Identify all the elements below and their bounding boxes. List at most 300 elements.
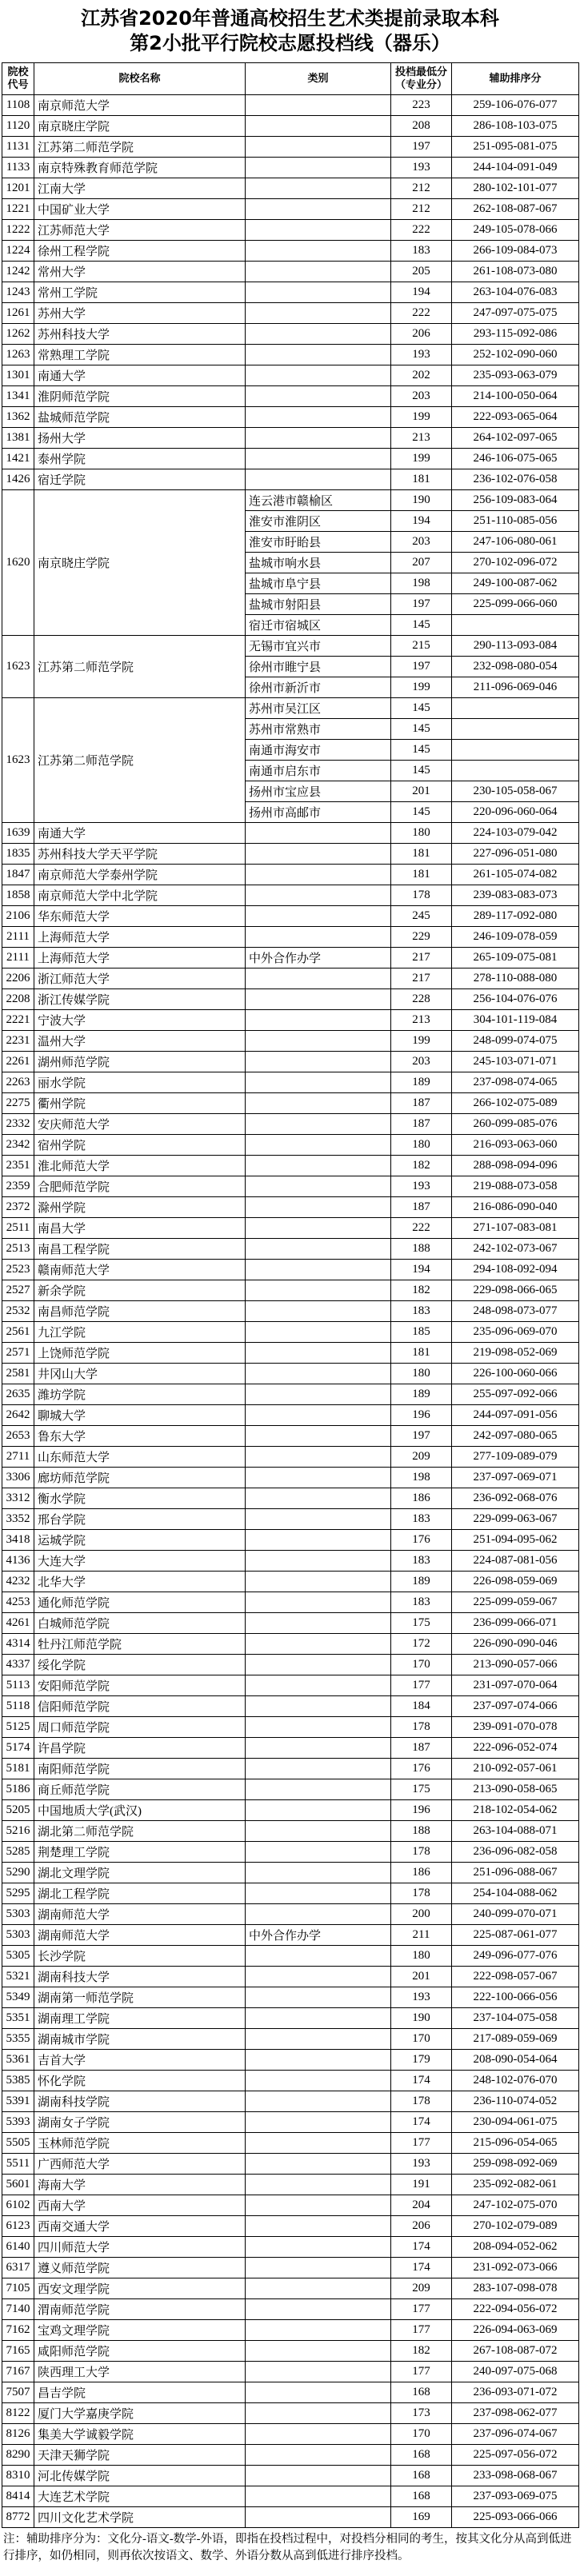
category bbox=[246, 1717, 391, 1738]
school-code: 5393 bbox=[2, 2112, 34, 2133]
min-score: 183 bbox=[391, 1551, 452, 1572]
aux-sort-score: 264-102-097-065 bbox=[452, 428, 579, 449]
category bbox=[246, 1239, 391, 1260]
min-score: 199 bbox=[391, 677, 452, 698]
category: 盐城市射阳县 bbox=[246, 594, 391, 615]
category bbox=[246, 1821, 391, 1842]
aux-sort-score: 277-109-089-079 bbox=[452, 1447, 579, 1468]
school-code: 2263 bbox=[2, 1072, 34, 1093]
min-score: 205 bbox=[391, 262, 452, 282]
aux-sort-score: 222-100-066-056 bbox=[452, 1987, 579, 2008]
min-score: 189 bbox=[391, 1072, 452, 1093]
min-score: 217 bbox=[391, 968, 452, 989]
category bbox=[246, 365, 391, 386]
category: 徐州市新沂市 bbox=[246, 677, 391, 698]
school-name: 大连大学 bbox=[34, 1551, 246, 1572]
min-score: 222 bbox=[391, 1218, 452, 1239]
category bbox=[246, 2445, 391, 2466]
school-name: 温州大学 bbox=[34, 1031, 246, 1052]
aux-sort-score: 236-096-082-058 bbox=[452, 1842, 579, 1863]
category: 徐州市睢宁县 bbox=[246, 657, 391, 677]
school-code: 6140 bbox=[2, 2237, 34, 2258]
category bbox=[246, 865, 391, 885]
school-name: 厦门大学嘉庚学院 bbox=[34, 2403, 246, 2424]
min-score: 193 bbox=[391, 1176, 452, 1197]
aux-sort-score bbox=[452, 761, 579, 781]
school-code: 5321 bbox=[2, 1967, 34, 1987]
aux-sort-score: 249-100-087-062 bbox=[452, 573, 579, 594]
school-name: 丽水学院 bbox=[34, 1072, 246, 1093]
min-score: 207 bbox=[391, 553, 452, 573]
footnote: 注：辅助排序分为：文化分-语文-数学-外语，即指在投档过程中，对投档分相同的考生，按其文化分从高到低进行排序，如仍相同，则再依次按语文、数学、外语分数从高到低进行排序投档。 bbox=[3, 2533, 572, 2562]
aux-sort-score: 226-090-090-046 bbox=[452, 1634, 579, 1655]
aux-sort-score: 288-098-094-096 bbox=[452, 1156, 579, 1176]
category: 无锡市宜兴市 bbox=[246, 636, 391, 657]
aux-sort-score: 237-104-075-058 bbox=[452, 2008, 579, 2029]
aux-sort-score: 254-104-088-062 bbox=[452, 1883, 579, 1904]
aux-sort-score: 289-117-092-080 bbox=[452, 906, 579, 927]
aux-sort-score: 256-104-076-076 bbox=[452, 989, 579, 1010]
school-code: 5385 bbox=[2, 2071, 34, 2091]
school-name: 鲁东大学 bbox=[34, 1426, 246, 1447]
school-code: 2581 bbox=[2, 1364, 34, 1384]
category bbox=[246, 2258, 391, 2278]
school-code: 2561 bbox=[2, 1322, 34, 1343]
aux-sort-score: 216-086-090-040 bbox=[452, 1197, 579, 1218]
school-code: 5391 bbox=[2, 2091, 34, 2112]
school-code: 2111 bbox=[2, 927, 34, 948]
category bbox=[246, 1468, 391, 1488]
aux-sort-score: 259-106-076-077 bbox=[452, 95, 579, 116]
min-score: 190 bbox=[391, 2008, 452, 2029]
aux-sort-score: 290-113-093-084 bbox=[452, 636, 579, 657]
aux-sort-score: 226-098-059-069 bbox=[452, 1572, 579, 1592]
min-score: 211 bbox=[391, 1925, 452, 1946]
category bbox=[246, 1634, 391, 1655]
min-score: 200 bbox=[391, 1904, 452, 1925]
aux-sort-score: 239-083-083-073 bbox=[452, 885, 579, 906]
school-name: 湖南理工学院 bbox=[34, 2008, 246, 2029]
category bbox=[246, 1280, 391, 1301]
category bbox=[246, 2320, 391, 2341]
category bbox=[246, 1301, 391, 1322]
aux-sort-score: 222-098-057-067 bbox=[452, 1967, 579, 1987]
min-score: 215 bbox=[391, 636, 452, 657]
aux-sort-score: 270-102-079-089 bbox=[452, 2216, 579, 2237]
aux-sort-score: 242-102-073-067 bbox=[452, 1239, 579, 1260]
school-code: 8126 bbox=[2, 2424, 34, 2445]
min-score: 204 bbox=[391, 2195, 452, 2216]
aux-sort-score: 232-098-080-054 bbox=[452, 657, 579, 677]
category bbox=[246, 2424, 391, 2445]
category bbox=[246, 407, 391, 428]
category bbox=[246, 2050, 391, 2071]
school-code: 2571 bbox=[2, 1343, 34, 1364]
school-name: 苏州科技大学 bbox=[34, 324, 246, 345]
school-name: 西南大学 bbox=[34, 2195, 246, 2216]
school-code: 6102 bbox=[2, 2195, 34, 2216]
aux-sort-score: 208-094-052-062 bbox=[452, 2237, 579, 2258]
category bbox=[246, 2154, 391, 2175]
category bbox=[246, 262, 391, 282]
category: 盐城市响水县 bbox=[246, 553, 391, 573]
school-name: 山东师范大学 bbox=[34, 1447, 246, 1468]
category bbox=[246, 2237, 391, 2258]
school-code: 1362 bbox=[2, 407, 34, 428]
min-score: 168 bbox=[391, 2486, 452, 2507]
min-score: 187 bbox=[391, 1738, 452, 1759]
category bbox=[246, 199, 391, 220]
category bbox=[246, 2299, 391, 2320]
header-school-name bbox=[34, 63, 246, 95]
category bbox=[246, 844, 391, 865]
category bbox=[246, 1031, 391, 1052]
aux-sort-score: 252-102-090-060 bbox=[452, 345, 579, 365]
min-score: 196 bbox=[391, 1800, 452, 1821]
min-score: 198 bbox=[391, 1468, 452, 1488]
school-code: 2231 bbox=[2, 1031, 34, 1052]
category bbox=[246, 158, 391, 178]
min-score: 178 bbox=[391, 1717, 452, 1738]
min-score: 183 bbox=[391, 1509, 452, 1530]
category bbox=[246, 1696, 391, 1717]
aux-sort-score: 261-108-073-080 bbox=[452, 262, 579, 282]
school-name: 盐城师范学院 bbox=[34, 407, 246, 428]
aux-sort-score: 293-115-092-086 bbox=[452, 324, 579, 345]
school-code: 4136 bbox=[2, 1551, 34, 1572]
min-score: 197 bbox=[391, 594, 452, 615]
header-school-code-line-2: 代号 bbox=[7, 78, 29, 91]
min-score: 245 bbox=[391, 906, 452, 927]
category: 淮安市盱眙县 bbox=[246, 532, 391, 553]
school-name: 周口师范学院 bbox=[34, 1717, 246, 1738]
category bbox=[246, 1800, 391, 1821]
category bbox=[246, 1343, 391, 1364]
aux-sort-score: 229-099-063-067 bbox=[452, 1509, 579, 1530]
min-score: 178 bbox=[391, 885, 452, 906]
school-code: 1620 bbox=[2, 490, 34, 636]
min-score: 184 bbox=[391, 1696, 452, 1717]
aux-sort-score: 235-092-082-061 bbox=[452, 2175, 579, 2195]
category bbox=[246, 1655, 391, 1675]
school-name: 白城师范学院 bbox=[34, 1613, 246, 1634]
category bbox=[246, 1759, 391, 1779]
school-code: 6123 bbox=[2, 2216, 34, 2237]
school-name: 苏州科技大学天平学院 bbox=[34, 844, 246, 865]
aux-sort-score: 225-099-059-067 bbox=[452, 1592, 579, 1613]
aux-sort-score: 286-108-103-075 bbox=[452, 116, 579, 137]
school-name: 南京晓庄学院 bbox=[34, 490, 246, 636]
min-score: 212 bbox=[391, 199, 452, 220]
aux-sort-score: 210-092-057-061 bbox=[452, 1759, 579, 1779]
category: 南通市启东市 bbox=[246, 761, 391, 781]
min-score: 145 bbox=[391, 740, 452, 761]
aux-sort-score: 283-107-098-078 bbox=[452, 2278, 579, 2299]
aux-sort-score: 244-104-091-049 bbox=[452, 158, 579, 178]
school-name: 陕西理工大学 bbox=[34, 2362, 246, 2382]
aux-sort-score: 263-104-076-083 bbox=[452, 282, 579, 303]
aux-sort-score bbox=[452, 740, 579, 761]
min-score: 181 bbox=[391, 865, 452, 885]
school-name: 湖南第一师范学院 bbox=[34, 1987, 246, 2008]
aux-sort-score bbox=[452, 698, 579, 719]
school-code: 1261 bbox=[2, 303, 34, 324]
school-code: 1224 bbox=[2, 241, 34, 262]
aux-sort-score: 239-091-070-078 bbox=[452, 1717, 579, 1738]
min-score: 208 bbox=[391, 116, 452, 137]
school-name: 牡丹江师范学院 bbox=[34, 1634, 246, 1655]
min-score: 168 bbox=[391, 2382, 452, 2403]
min-score: 145 bbox=[391, 802, 452, 823]
school-code: 1133 bbox=[2, 158, 34, 178]
min-score: 206 bbox=[391, 2216, 452, 2237]
min-score: 191 bbox=[391, 2175, 452, 2195]
min-score: 199 bbox=[391, 1031, 452, 1052]
school-code: 3352 bbox=[2, 1509, 34, 1530]
category bbox=[246, 927, 391, 948]
category bbox=[246, 1738, 391, 1759]
aux-sort-score: 226-100-060-066 bbox=[452, 1364, 579, 1384]
min-score: 173 bbox=[391, 2403, 452, 2424]
aux-sort-score: 226-094-063-069 bbox=[452, 2320, 579, 2341]
school-name: 咸阳师范学院 bbox=[34, 2341, 246, 2362]
aux-sort-score: 230-105-058-067 bbox=[452, 781, 579, 802]
category: 中外合作办学 bbox=[246, 1925, 391, 1946]
min-score: 202 bbox=[391, 365, 452, 386]
school-name: 泰州学院 bbox=[34, 449, 246, 469]
school-name: 江苏第二师范学院 bbox=[34, 137, 246, 158]
school-code: 1221 bbox=[2, 199, 34, 220]
school-code: 5216 bbox=[2, 1821, 34, 1842]
school-name: 上海师范大学 bbox=[34, 948, 246, 968]
aux-sort-score: 236-093-071-072 bbox=[452, 2382, 579, 2403]
category bbox=[246, 2216, 391, 2237]
aux-sort-score: 237-098-074-065 bbox=[452, 1072, 579, 1093]
category bbox=[246, 2133, 391, 2154]
category bbox=[246, 2071, 391, 2091]
aux-sort-score: 240-097-075-068 bbox=[452, 2362, 579, 2382]
aux-sort-score: 249-105-078-066 bbox=[452, 220, 579, 241]
category bbox=[246, 1946, 391, 1967]
school-code: 8310 bbox=[2, 2466, 34, 2486]
min-score: 193 bbox=[391, 1987, 452, 2008]
category bbox=[246, 1010, 391, 1031]
school-name: 南昌师范学院 bbox=[34, 1301, 246, 1322]
header-min-score bbox=[391, 63, 452, 95]
school-code: 5125 bbox=[2, 1717, 34, 1738]
aux-sort-score: 237-098-062-077 bbox=[452, 2403, 579, 2424]
aux-sort-score: 220-096-060-064 bbox=[452, 802, 579, 823]
aux-sort-score: 251-095-081-075 bbox=[452, 137, 579, 158]
aux-sort-score: 251-096-088-067 bbox=[452, 1863, 579, 1883]
min-score: 209 bbox=[391, 2278, 452, 2299]
min-score: 176 bbox=[391, 1530, 452, 1551]
min-score: 199 bbox=[391, 449, 452, 469]
min-score: 228 bbox=[391, 989, 452, 1010]
school-name: 常熟理工学院 bbox=[34, 345, 246, 365]
school-name: 衡水学院 bbox=[34, 1488, 246, 1509]
aux-sort-score: 267-108-087-072 bbox=[452, 2341, 579, 2362]
aux-sort-score: 248-099-074-075 bbox=[452, 1031, 579, 1052]
min-score: 177 bbox=[391, 1675, 452, 1696]
school-name: 宁波大学 bbox=[34, 1010, 246, 1031]
min-score: 197 bbox=[391, 1426, 452, 1447]
aux-sort-score: 263-104-088-071 bbox=[452, 1821, 579, 1842]
min-score: 145 bbox=[391, 615, 452, 636]
category bbox=[246, 968, 391, 989]
category bbox=[246, 1260, 391, 1280]
school-code: 1120 bbox=[2, 116, 34, 137]
min-score: 170 bbox=[391, 2029, 452, 2050]
aux-sort-score: 237-097-069-071 bbox=[452, 1468, 579, 1488]
category bbox=[246, 2195, 391, 2216]
min-score: 183 bbox=[391, 1301, 452, 1322]
school-code: 5511 bbox=[2, 2154, 34, 2175]
school-code: 2206 bbox=[2, 968, 34, 989]
min-score: 180 bbox=[391, 1135, 452, 1156]
min-score: 181 bbox=[391, 844, 452, 865]
min-score: 193 bbox=[391, 2154, 452, 2175]
school-code: 1835 bbox=[2, 844, 34, 865]
school-code: 1131 bbox=[2, 137, 34, 158]
school-code: 7162 bbox=[2, 2320, 34, 2341]
category bbox=[246, 1364, 391, 1384]
school-name: 赣南师范大学 bbox=[34, 1260, 246, 1280]
school-name: 宿迁学院 bbox=[34, 469, 246, 490]
school-code: 2511 bbox=[2, 1218, 34, 1239]
min-score: 176 bbox=[391, 1759, 452, 1779]
category bbox=[246, 220, 391, 241]
school-code: 2332 bbox=[2, 1114, 34, 1135]
min-score: 203 bbox=[391, 532, 452, 553]
school-name: 玉林师范学院 bbox=[34, 2133, 246, 2154]
school-code: 1623 bbox=[2, 636, 34, 698]
min-score: 169 bbox=[391, 2507, 452, 2528]
category bbox=[246, 1135, 391, 1156]
school-name: 吉首大学 bbox=[34, 2050, 246, 2071]
min-score: 177 bbox=[391, 2133, 452, 2154]
school-name: 集美大学诚毅学院 bbox=[34, 2424, 246, 2445]
school-name: 湖北第二师范学院 bbox=[34, 1821, 246, 1842]
aux-sort-score: 265-109-075-081 bbox=[452, 948, 579, 968]
aux-sort-score: 246-109-078-059 bbox=[452, 927, 579, 948]
school-code: 2359 bbox=[2, 1176, 34, 1197]
aux-sort-score: 242-097-080-065 bbox=[452, 1426, 579, 1447]
min-score: 222 bbox=[391, 303, 452, 324]
category bbox=[246, 2362, 391, 2382]
school-name: 宿州学院 bbox=[34, 1135, 246, 1156]
aux-sort-score bbox=[452, 719, 579, 740]
min-score: 145 bbox=[391, 719, 452, 740]
min-score: 174 bbox=[391, 2112, 452, 2133]
school-code: 2111 bbox=[2, 948, 34, 968]
document-title bbox=[0, 0, 580, 62]
school-name: 安庆师范大学 bbox=[34, 1114, 246, 1135]
min-score: 182 bbox=[391, 2341, 452, 2362]
category bbox=[246, 1509, 391, 1530]
min-score: 183 bbox=[391, 241, 452, 262]
school-name: 湖南女子学院 bbox=[34, 2112, 246, 2133]
min-score: 174 bbox=[391, 2258, 452, 2278]
aux-sort-score: 256-109-083-064 bbox=[452, 490, 579, 511]
aux-sort-score: 255-097-092-066 bbox=[452, 1384, 579, 1405]
category bbox=[246, 1052, 391, 1072]
aux-sort-score: 217-089-059-069 bbox=[452, 2029, 579, 2050]
category bbox=[246, 324, 391, 345]
header-aux-sort-score-label: 辅助排序分 bbox=[489, 72, 542, 85]
category bbox=[246, 1779, 391, 1800]
min-score: 189 bbox=[391, 1384, 452, 1405]
category bbox=[246, 1613, 391, 1634]
school-name: 九江学院 bbox=[34, 1322, 246, 1343]
min-score: 177 bbox=[391, 2362, 452, 2382]
school-name: 井冈山大学 bbox=[34, 1364, 246, 1384]
category bbox=[246, 2175, 391, 2195]
school-code: 1623 bbox=[2, 698, 34, 823]
school-name: 南阳师范学院 bbox=[34, 1759, 246, 1779]
school-name: 南通大学 bbox=[34, 365, 246, 386]
category bbox=[246, 989, 391, 1010]
school-name: 西南交通大学 bbox=[34, 2216, 246, 2237]
min-score: 145 bbox=[391, 761, 452, 781]
school-name: 滁州学院 bbox=[34, 1197, 246, 1218]
aux-sort-score: 215-096-054-065 bbox=[452, 2133, 579, 2154]
category bbox=[246, 2091, 391, 2112]
school-name: 湖北文理学院 bbox=[34, 1863, 246, 1883]
school-code: 3306 bbox=[2, 1468, 34, 1488]
school-code: 5303 bbox=[2, 1904, 34, 1925]
school-name: 昌吉学院 bbox=[34, 2382, 246, 2403]
category bbox=[246, 1488, 391, 1509]
title-line-2: 第2小批平行院校志愿投档线（器乐） bbox=[130, 32, 450, 54]
school-name: 邢台学院 bbox=[34, 1509, 246, 1530]
category bbox=[246, 1592, 391, 1613]
min-score: 187 bbox=[391, 1114, 452, 1135]
aux-sort-score: 225-093-066-066 bbox=[452, 2507, 579, 2528]
school-code: 5205 bbox=[2, 1800, 34, 1821]
min-score: 180 bbox=[391, 1946, 452, 1967]
category bbox=[246, 2008, 391, 2029]
category bbox=[246, 1530, 391, 1551]
school-code: 1381 bbox=[2, 428, 34, 449]
school-name: 南昌工程学院 bbox=[34, 1239, 246, 1260]
school-code: 1222 bbox=[2, 220, 34, 241]
school-code: 5181 bbox=[2, 1759, 34, 1779]
min-score: 174 bbox=[391, 2071, 452, 2091]
school-code: 5295 bbox=[2, 1883, 34, 1904]
school-name: 湖南科技学院 bbox=[34, 2091, 246, 2112]
category bbox=[246, 116, 391, 137]
category bbox=[246, 178, 391, 199]
school-code: 5505 bbox=[2, 2133, 34, 2154]
aux-sort-score: 230-094-061-075 bbox=[452, 2112, 579, 2133]
school-name: 南京师范大学中北学院 bbox=[34, 885, 246, 906]
aux-sort-score: 211-096-069-046 bbox=[452, 677, 579, 698]
category bbox=[246, 1967, 391, 1987]
category bbox=[246, 1426, 391, 1447]
school-name: 江苏第二师范学院 bbox=[34, 698, 246, 823]
school-code: 5355 bbox=[2, 2029, 34, 2050]
school-name: 湖北工程学院 bbox=[34, 1883, 246, 1904]
school-code: 1201 bbox=[2, 178, 34, 199]
category bbox=[246, 823, 391, 844]
min-score: 194 bbox=[391, 282, 452, 303]
school-code: 2351 bbox=[2, 1156, 34, 1176]
school-name: 绥化学院 bbox=[34, 1655, 246, 1675]
aux-sort-score: 266-102-075-089 bbox=[452, 1093, 579, 1114]
school-name: 江苏师范大学 bbox=[34, 220, 246, 241]
min-score: 188 bbox=[391, 1239, 452, 1260]
